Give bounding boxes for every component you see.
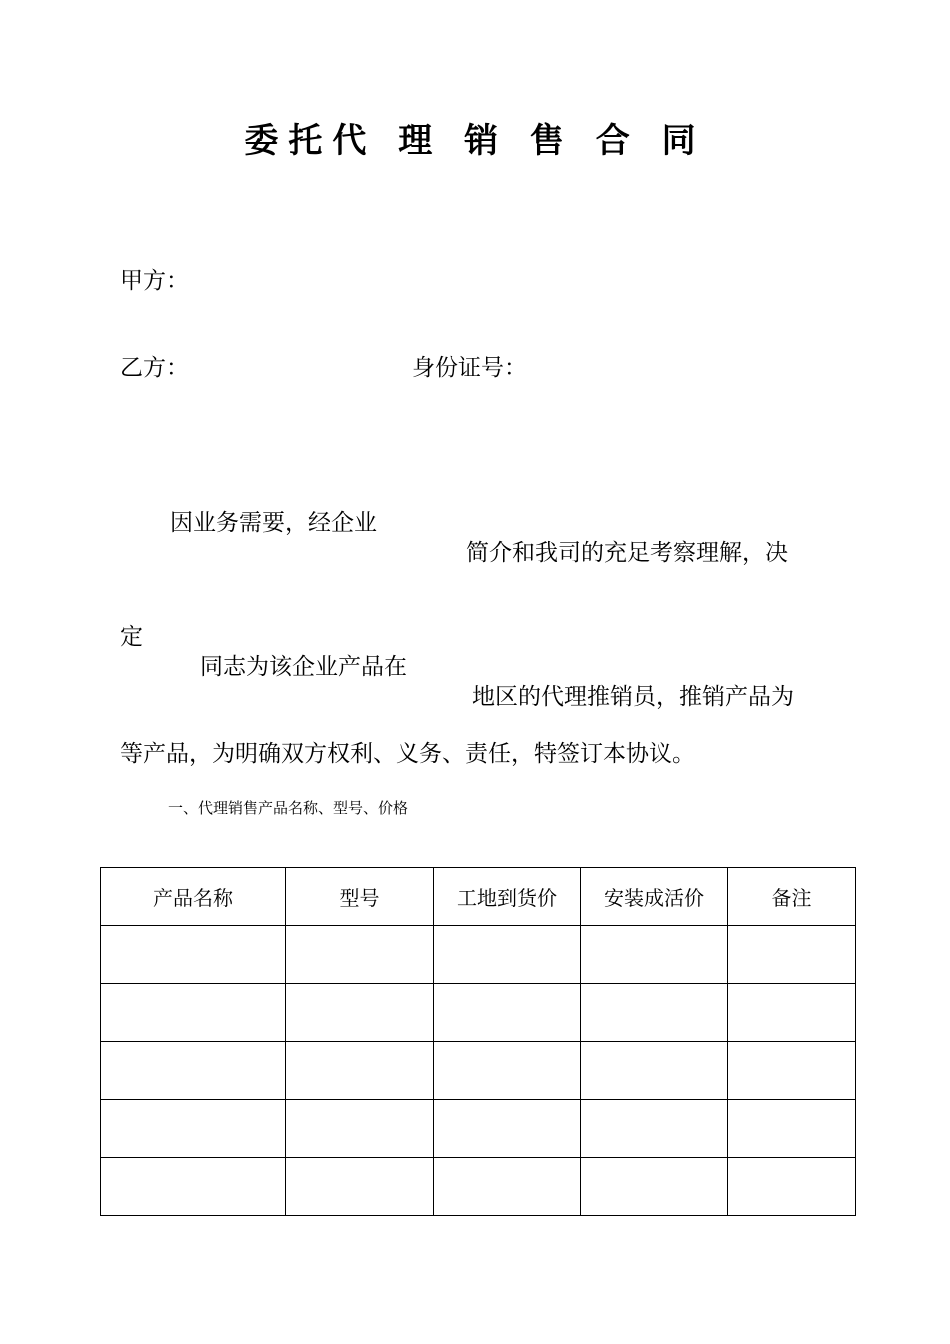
intro-paragraph-line-1 xyxy=(0,478,950,568)
column-header-product-name: 产品名称 xyxy=(101,868,286,926)
table-cell xyxy=(286,1042,434,1100)
table-cell xyxy=(434,1158,581,1216)
table-cell xyxy=(286,926,434,984)
table-row xyxy=(101,1100,856,1158)
table-header-row xyxy=(101,868,856,926)
table-cell xyxy=(728,1100,856,1158)
paragraph-text: 同志为该企业产品在 xyxy=(200,654,407,680)
id-number-label: 身份证号： xyxy=(412,355,527,381)
paragraph-text: 简介和我司的充足考察理解，决 xyxy=(466,540,788,566)
section-heading: 一、代理销售产品名称、型号、价格 xyxy=(168,799,409,817)
table-row xyxy=(101,926,856,984)
paragraph-text: 地区的代理推销员，推销产品为 xyxy=(472,684,794,710)
table-cell xyxy=(581,1100,728,1158)
table-cell xyxy=(101,1158,286,1216)
table-cell xyxy=(101,926,286,984)
column-header-model: 型号 xyxy=(286,868,434,926)
table-cell xyxy=(728,1042,856,1100)
table-cell xyxy=(101,1100,286,1158)
column-header-installed-price: 安装成活价 xyxy=(581,868,728,926)
product-table xyxy=(100,867,856,1216)
party-b-label: 乙方： xyxy=(120,355,189,381)
table-cell xyxy=(434,1042,581,1100)
paragraph-text: 因业务需要，经企业 xyxy=(170,510,377,536)
table-cell xyxy=(101,984,286,1042)
table-cell xyxy=(286,1158,434,1216)
table-cell xyxy=(581,926,728,984)
table-cell xyxy=(286,984,434,1042)
table-cell xyxy=(581,984,728,1042)
contract-title: 委托代 理 销 售 合 同 xyxy=(244,121,706,161)
table-cell xyxy=(434,926,581,984)
intro-paragraph-line-3 xyxy=(0,709,950,769)
party-a-label: 甲方： xyxy=(120,268,189,294)
paragraph-text: 等产品，为明确双方权利、义务、责任，特签订本协议。 xyxy=(120,741,695,767)
table-cell xyxy=(581,1158,728,1216)
table-cell xyxy=(434,1100,581,1158)
table-cell xyxy=(581,1042,728,1100)
paragraph-text: 定 xyxy=(120,624,143,650)
table-cell xyxy=(728,984,856,1042)
intro-paragraph-line-2 xyxy=(0,592,950,712)
table-row xyxy=(101,1158,856,1216)
table-cell xyxy=(101,1042,286,1100)
table-cell xyxy=(728,926,856,984)
table-cell xyxy=(286,1100,434,1158)
table-cell xyxy=(728,1158,856,1216)
table-row xyxy=(101,984,856,1042)
column-header-site-delivery-price: 工地到货价 xyxy=(434,868,581,926)
table-row xyxy=(101,1042,856,1100)
column-header-remarks: 备注 xyxy=(728,868,856,926)
table-cell xyxy=(434,984,581,1042)
